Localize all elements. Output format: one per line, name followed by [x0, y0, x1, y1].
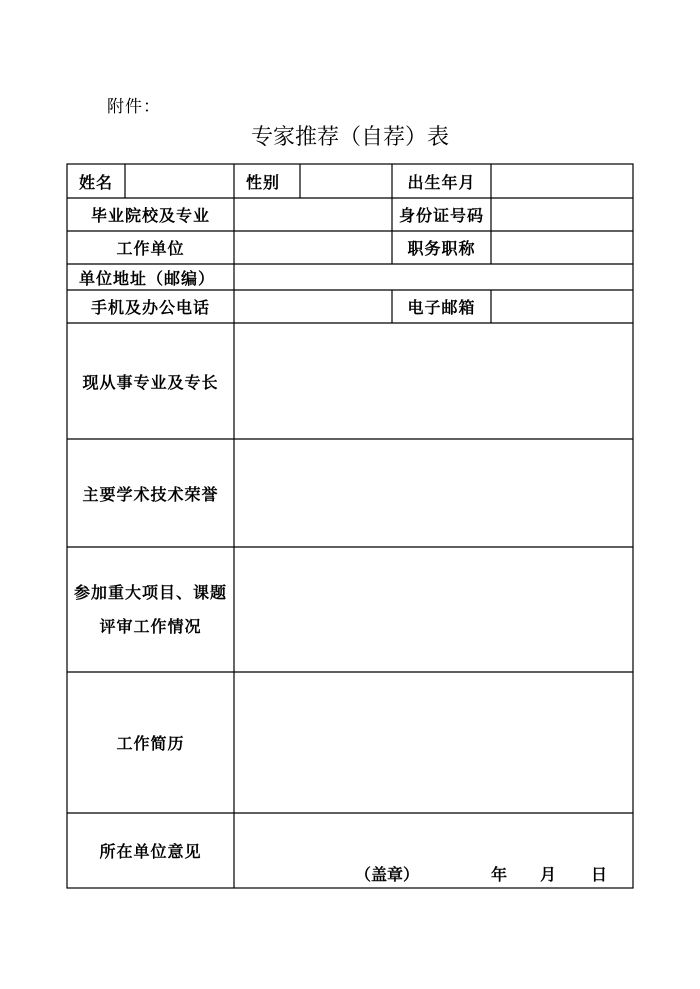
review-work-label-line2: 评审工作情况 — [99, 616, 202, 636]
review-work-label-line1: 参加重大项目、课题 — [73, 582, 227, 602]
email-field[interactable] — [491, 290, 633, 323]
unit-opinion-label: 所在单位意见 — [99, 842, 202, 861]
specialty-label: 现从事专业及专长 — [82, 372, 219, 392]
school-label: 毕业院校及专业 — [90, 206, 210, 225]
honors-field[interactable] — [234, 439, 633, 547]
email-label: 电子邮箱 — [407, 298, 476, 317]
specialty-field[interactable] — [234, 323, 633, 439]
name-field[interactable] — [125, 164, 234, 198]
form-title: 专家推荐（自荐）表 — [250, 125, 449, 150]
review-work-label — [67, 547, 234, 672]
id-number-field[interactable] — [491, 198, 633, 231]
attachment-label: 附件： — [107, 97, 161, 117]
day-label: 日 — [591, 865, 608, 884]
phone-label: 手机及办公电话 — [90, 298, 210, 317]
id-number-label: 身份证号码 — [398, 206, 484, 225]
school-field[interactable] — [234, 198, 392, 231]
month-label: 月 — [540, 865, 557, 884]
address-label: 单位地址（邮编） — [79, 268, 216, 288]
phone-field[interactable] — [234, 290, 392, 323]
gender-label: 性别 — [246, 172, 281, 192]
work-unit-field[interactable] — [234, 231, 392, 264]
position-label: 职务职称 — [407, 239, 476, 258]
resume-field[interactable] — [234, 672, 633, 813]
year-label: 年 — [491, 865, 508, 884]
birth-field[interactable] — [491, 164, 633, 198]
position-field[interactable] — [491, 231, 633, 264]
address-field[interactable] — [234, 264, 633, 290]
work-unit-label: 工作单位 — [116, 239, 185, 258]
review-work-field[interactable] — [234, 547, 633, 672]
birth-label: 出生年月 — [407, 172, 476, 192]
name-label: 姓名 — [79, 172, 114, 192]
honors-label: 主要学术技术荣誉 — [82, 484, 219, 504]
seal-label: （盖章） — [355, 865, 420, 884]
unit-opinion-field[interactable] — [234, 813, 633, 888]
gender-field[interactable] — [300, 164, 392, 198]
resume-label: 工作简历 — [116, 734, 185, 753]
